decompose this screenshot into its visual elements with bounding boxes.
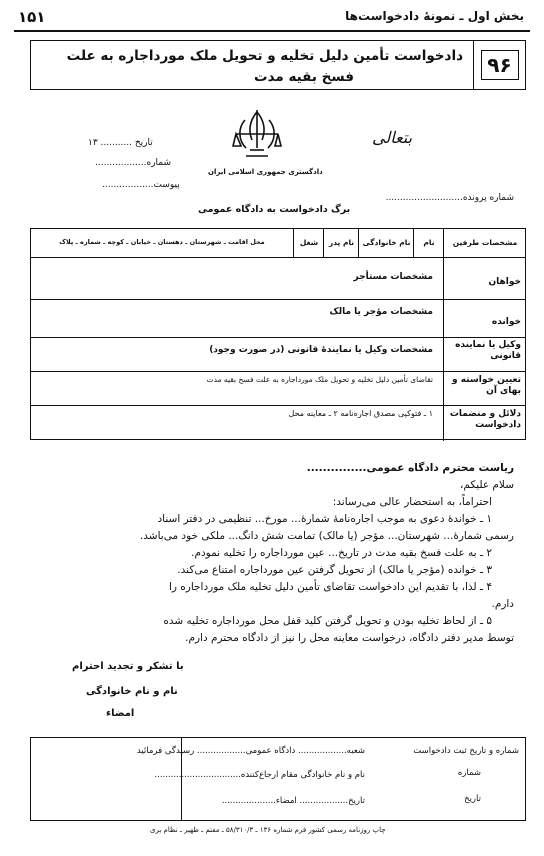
- letter-salutation: ریاست محترم دادگاه عمومی...............: [306, 462, 514, 474]
- row-value-defendant: مشخصات مؤجر یا مالک: [329, 307, 433, 317]
- letter-intro: احتراماً، به استحضار عالی می‌رساند:: [332, 496, 492, 508]
- row-value-plaintiff: مشخصات مستأجر: [353, 272, 433, 282]
- letter-para4-a: ۴ ـ لذا، با تقدیم این دادخواست تقاضای تأمین دلیل تخلیه ملک مورداجاره را: [168, 581, 492, 593]
- form-title-line2: فسخ بقیه مدت: [254, 69, 354, 85]
- letter-para5-b: توسط مدیر دفتر دادگاه، درخواست معاینه محل را نیز از دادگاه محترم دارم.: [185, 632, 514, 644]
- case-number-field: شماره پرونده...........................: [385, 193, 514, 203]
- registration-date: تاریخ: [464, 794, 481, 804]
- letter-para3: ۳ ـ خوانده (مؤجر یا مالک) از تحویل گرفتن عین مورداجاره امتناع می‌کند.: [177, 564, 492, 576]
- parties-table: [30, 228, 526, 440]
- registration-number: شماره: [457, 768, 481, 778]
- print-footer: چاپ روزنامه رسمی کشور فرم شماره ۱۳۶ ـ ۵۸/۳۱۰/۳ ـ مفتم ـ ظهیر ـ نظام بری: [150, 826, 386, 834]
- number-field: شماره..................: [95, 158, 172, 168]
- letter-closing: با تشکر و تجدید احترام: [72, 661, 184, 672]
- section-heading: بخش اول ـ نمونهٔ دادخواست‌ها: [345, 9, 524, 23]
- row-label-attorney: وکیل یا نماینده قانونی: [455, 340, 521, 362]
- row-value-attorney: مشخصات وکیل یا نمایندهٔ قانونی (در صورت وجود): [209, 345, 433, 355]
- header-rule: [14, 30, 530, 32]
- emblem-caption: دادگستری جمهوری اسلامی ایران: [208, 168, 323, 176]
- page-number: ۱۵۱: [18, 8, 46, 26]
- form-title-line1: دادخواست تأمین دلیل تخلیه و تحویل ملک مورداجاره به علت: [66, 48, 463, 64]
- registration-box: [30, 737, 526, 821]
- signature-name-label: نام و نام خانوادگی: [86, 686, 178, 697]
- letter-para5-a: ۵ ـ از لحاظ تخلیه بودن و تحویل گرفتن کلید قفل محل مورداجاره تخلیه شده: [163, 615, 492, 627]
- date-field: تاریخ ........... ۱۳: [88, 138, 153, 148]
- referral-date-sign-line: تاریخ.................. امضاء....................: [221, 796, 365, 806]
- col-header-name: نام: [423, 238, 435, 247]
- form-number: ۹۶: [481, 50, 519, 80]
- petition-letter: [44, 460, 514, 647]
- letter-para1-b: رسمی شمارهٔ... شهرستان... مؤجر (یا مالک) تمامت شش دانگ... ملکی خود می‌باشد.: [139, 530, 514, 542]
- col-header-job: شغل: [299, 238, 319, 247]
- row-label-defendant: خوانده: [491, 317, 521, 327]
- row-value-claim: تقاضای تأمین دلیل تخلیه و تحویل ملک مورداجاره به علت فسخ بقیه مدت: [206, 375, 433, 384]
- court-form-title: برگ دادخواست به دادگاه عمومی: [198, 204, 351, 215]
- row-value-evidence: ۱ ـ فتوکپی مصدق اجاره‌نامه ۲ ـ معاینه محل: [288, 409, 433, 418]
- besm-heading: بتعالی: [372, 128, 413, 147]
- letter-para4-b: دارم.: [491, 598, 514, 610]
- letter-para1-a: ۱ ـ خواندهٔ دعوی به موجب اجاره‌نامهٔ شمارهٔ... مورخ... تنظیمی در دفتر اسناد: [157, 513, 492, 525]
- referrer-name-line: نام و نام خانوادگی مقام ارجاع‌کننده................................: [154, 770, 365, 780]
- col-header-father: نام پدر: [328, 238, 355, 247]
- letter-para2: ۲ ـ به علت فسخ بقیه مدت در تاریخ... عین مورداجاره را تخلیه نمودم.: [191, 547, 492, 559]
- col-header-parties: مشخصات طرفین: [452, 238, 518, 247]
- iran-emblem-icon: [232, 108, 282, 166]
- attachment-field: پیوست..................: [102, 180, 180, 190]
- registration-label: شماره و تاریخ ثبت دادخواست: [413, 746, 519, 756]
- signature-label: امضاء: [106, 708, 135, 719]
- row-label-claim: تعیین خواسته و بهای آن: [452, 375, 521, 397]
- col-header-address: محل اقامت ـ شهرستان ـ دهستان ـ خیابان ـ کوچه ـ شماره ـ پلاک: [59, 238, 265, 246]
- row-label-evidence: دلائل و منضمات دادخواست: [449, 409, 521, 431]
- form-title-box: [30, 40, 526, 90]
- letter-greeting: سلام علیکم،: [460, 479, 514, 491]
- col-header-family: نام خانوادگی: [362, 238, 411, 247]
- row-label-plaintiff: خواهان: [488, 277, 521, 287]
- referral-line: شعبه.................. دادگاه عمومی.................. رسیدگی فرمائید: [136, 746, 365, 756]
